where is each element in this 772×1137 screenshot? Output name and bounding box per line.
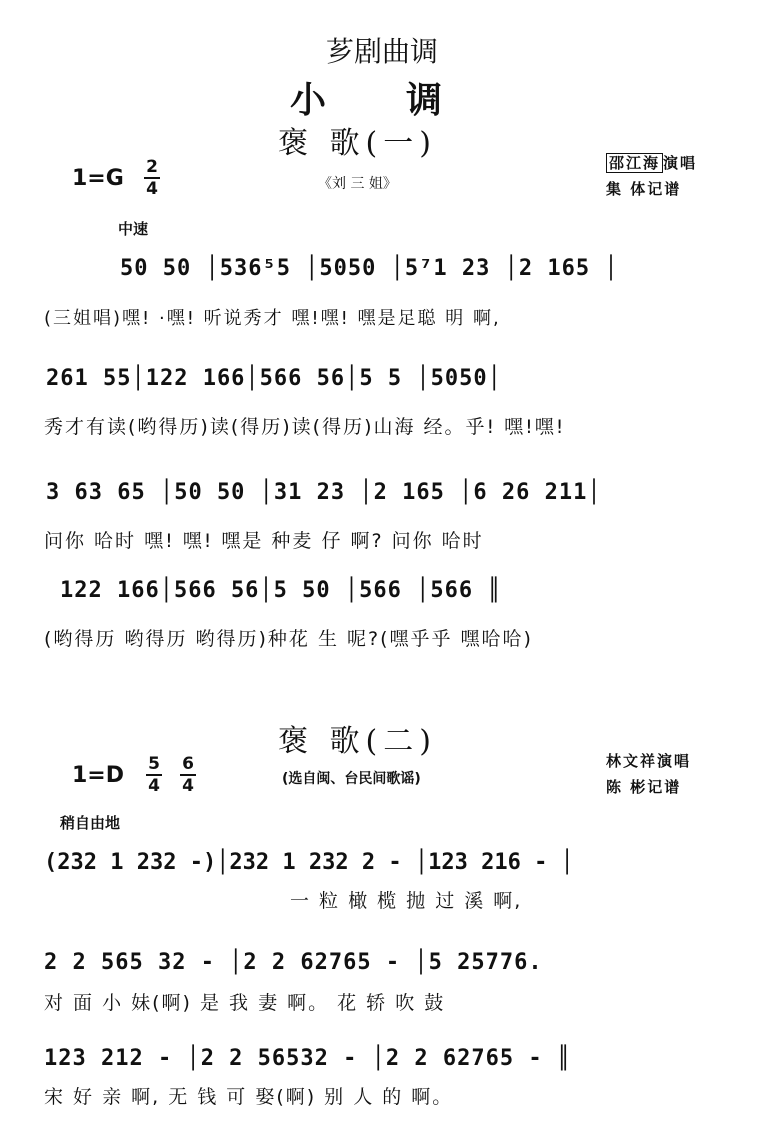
song1-key: 1=G xyxy=(72,166,124,191)
song2-notation: 陈 彬记谱 xyxy=(606,778,682,796)
genre-title: 芗剧曲调 xyxy=(326,35,439,68)
song2-meter1-num: 5 xyxy=(148,754,160,774)
song2-meter2-den: 4 xyxy=(182,776,194,796)
song2-source: (选自闽、台民间歌谣) xyxy=(282,771,421,787)
song2-line1-lyrics: 一 粒 橄 榄 抛 过 溪 啊, xyxy=(290,890,523,912)
song1-line2-lyrics: 秀才有读(哟得历)读(得历)读(得历)山海 经。乎! 嘿!嘿! xyxy=(44,416,566,438)
song2-line2-lyrics: 对 面 小 妹(啊) 是 我 妻 啊。 花 轿 吹 鼓 xyxy=(44,992,446,1014)
song1-notation: 集 体记谱 xyxy=(606,180,682,198)
song1-source: 《刘 三 姐》 xyxy=(318,176,397,192)
song2-tempo: 稍自由地 xyxy=(60,814,121,832)
song2-title: 褒 歌(二) xyxy=(278,724,437,759)
song1-singer-suffix: 演唱 xyxy=(663,154,698,172)
song1-line4-notes: 122 166│566 56│5 50 │566 │566 ║ xyxy=(60,578,502,603)
song2-key: 1=D xyxy=(72,763,125,788)
song2-line3-lyrics: 宋 好 亲 啊, 无 钱 可 娶(啊) 别 人 的 啊。 xyxy=(44,1086,454,1108)
song1-meter xyxy=(144,158,160,198)
song2-line3-notes: 123 212 - │2 2 56532 - │2 2 62765 - ║ xyxy=(44,1046,572,1071)
song1-line3-notes: 3 63 65 │50 50 │31 23 │2 165 │6 26 211│ xyxy=(46,480,602,505)
song1-meter-num: 2 xyxy=(146,157,158,177)
song2-meter1-den: 4 xyxy=(148,776,160,796)
song1-title: 褒 歌(一) xyxy=(278,126,437,161)
song2-singer: 林文祥演唱 xyxy=(606,752,692,770)
song2-meter-2 xyxy=(180,755,196,795)
tune-name: 小调 xyxy=(290,79,523,121)
song2-meter2-num: 6 xyxy=(182,754,194,774)
song1-line3-lyrics: 问你 哈时 嘿! 嘿! 嘿是 种麦 仔 啊? 问你 哈时 xyxy=(44,530,484,552)
song1-meter-den: 4 xyxy=(146,179,158,199)
song1-line2-notes: 261 55│122 166│566 56│5 5 │5050│ xyxy=(46,366,502,391)
song2-line1-notes: (232 1 232 -)│232 1 232 2 - │123 216 - │ xyxy=(44,850,574,875)
song1-line1-lyrics: (三姐唱)嘿! ·嘿! 听说秀才 嘿!嘿! 嘿是足聪 明 啊, xyxy=(44,308,501,329)
song1-singer: 邵江海 xyxy=(606,153,663,173)
song2-line2-notes: 2 2 565 32 - │2 2 62765 - │5 25776. xyxy=(44,950,543,975)
song2-meter-1 xyxy=(146,755,162,795)
song1-credits xyxy=(606,150,697,202)
song1-tempo: 中速 xyxy=(118,220,149,238)
song1-line1-notes: 50 50 │536⁵5 │5050 │5⁷1 23 │2 165 │ xyxy=(120,256,619,281)
song2-credits xyxy=(606,748,691,800)
song1-line4-lyrics: (哟得历 哟得历 哟得历)种花 生 呢?(嘿乎乎 嘿哈哈) xyxy=(44,628,533,650)
